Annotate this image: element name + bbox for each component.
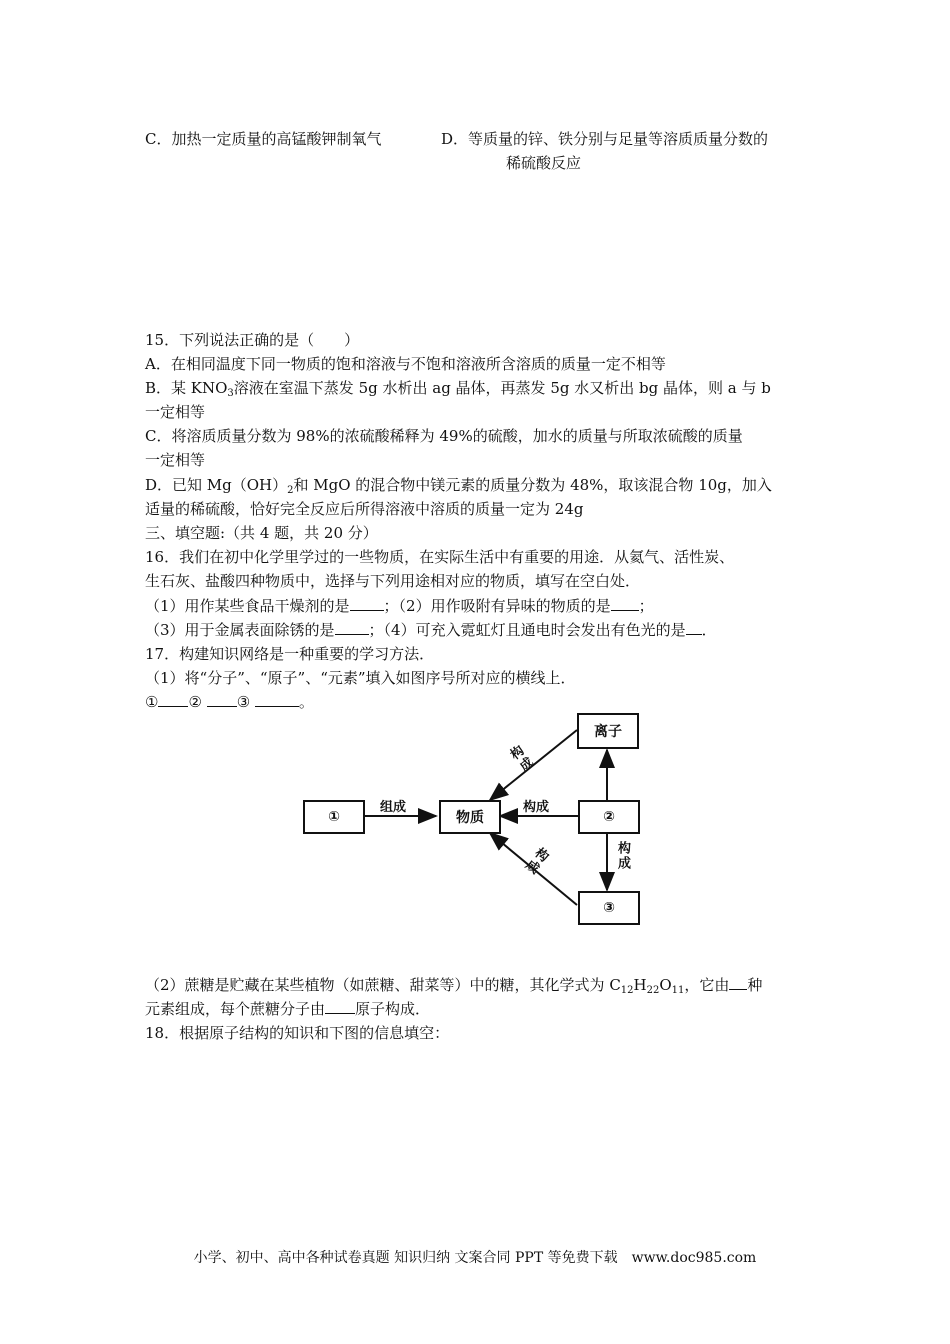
label-construct-up: 构成	[505, 743, 536, 777]
q16-stem-line1: 16．我们在初中化学里学过的一些物质，在实际生活中有重要的用途．从氦气、活性炭、	[145, 548, 735, 566]
q17-part1-blanks: ① ② ③ 。	[145, 693, 314, 711]
label-construct-down: 构成	[520, 843, 551, 877]
section-heading: 三、填空题:（共 4 题，共 20 分）	[145, 524, 378, 542]
q15-option-c-cont: 一定相等	[145, 451, 206, 469]
q15-option-d: D．已知 $Mg(OH)_2$和 MgO 的混合物中镁元素的质量分数为 48%，取该混合物 10g，加入	[145, 476, 772, 496]
box-1: ①	[303, 800, 365, 834]
q17-part2-line2: 元素组成，每个蔗糖分子由 原子构成．	[145, 1000, 431, 1018]
q15-option-b: B．某 $KNO_3$溶液在室温下蒸发 5g 水析出 ag 晶体，再蒸发 5g 水又析出 bg 晶体，则 a 与 b	[145, 379, 771, 399]
q18-stem: 18．根据原子结构的知识和下图的信息填空：	[145, 1024, 450, 1042]
label-compose: 组成	[380, 800, 407, 815]
option-d-line2: 稀硫酸反应	[506, 154, 582, 172]
q17-part1: （1）将“分子”、“原子”、“元素”填入如图序号所对应的横线上．	[145, 669, 576, 687]
answer-blank[interactable]	[325, 999, 355, 1014]
answer-blank[interactable]	[729, 975, 747, 990]
q17-stem: 17．构建知识网络是一种重要的学习方法．	[145, 645, 435, 663]
q15-option-c: C．将溶质质量分数为 98%的浓硫酸稀释为 49%的硫酸，加水的质量与所取浓硫酸的质量	[145, 427, 743, 445]
option-c: C．加热一定质量的高锰酸钾制氧气	[145, 130, 382, 148]
box-matter: 物质	[439, 800, 501, 834]
q15-stem: 15．下列说法正确的是（ ）	[145, 331, 360, 349]
q15-option-b-cont: 一定相等	[145, 403, 206, 421]
box-ion: 离子	[577, 713, 639, 749]
box-3: ③	[578, 891, 640, 925]
q16-parts-3-4: （3）用于金属表面除锈的是 ；（4）可充入霓虹灯且通电时会发出有色光的是 ．	[145, 621, 717, 639]
option-d-line1: D．等质量的锌、铁分别与足量等溶质质量分数的	[441, 130, 769, 148]
label-construct-vertical: 构成	[615, 841, 630, 871]
q16-parts-1-2: （1）用作某些食品干燥剂的是 ；（2）用作吸附有异味的物质的是 ；	[145, 597, 654, 615]
box-2: ②	[578, 800, 640, 834]
q15-option-d-cont: 适量的稀硫酸，恰好完全反应后所得溶液中溶质的质量一定为 24g	[145, 500, 584, 518]
label-construct-mid: 构成	[523, 800, 550, 815]
page-footer: 小学、初中、高中各种试卷真题 知识归纳 文案合同 PPT 等免费下载 www.doc985.com	[193, 1250, 757, 1266]
q15-option-a: A．在相同温度下同一物质的饱和溶液与不饱和溶液所含溶质的质量一定不相等	[145, 355, 666, 373]
q16-stem-line2: 生石灰、盐酸四种物质中，选择与下列用途相对应的物质，填写在空白处．	[145, 572, 641, 590]
q17-part2-line1: （2）蔗糖是贮藏在某些植物（如蔗糖、甜菜等）中的糖，其化学式为 $C_{12}H_{22}O_{11}$，它由 种	[145, 976, 763, 996]
